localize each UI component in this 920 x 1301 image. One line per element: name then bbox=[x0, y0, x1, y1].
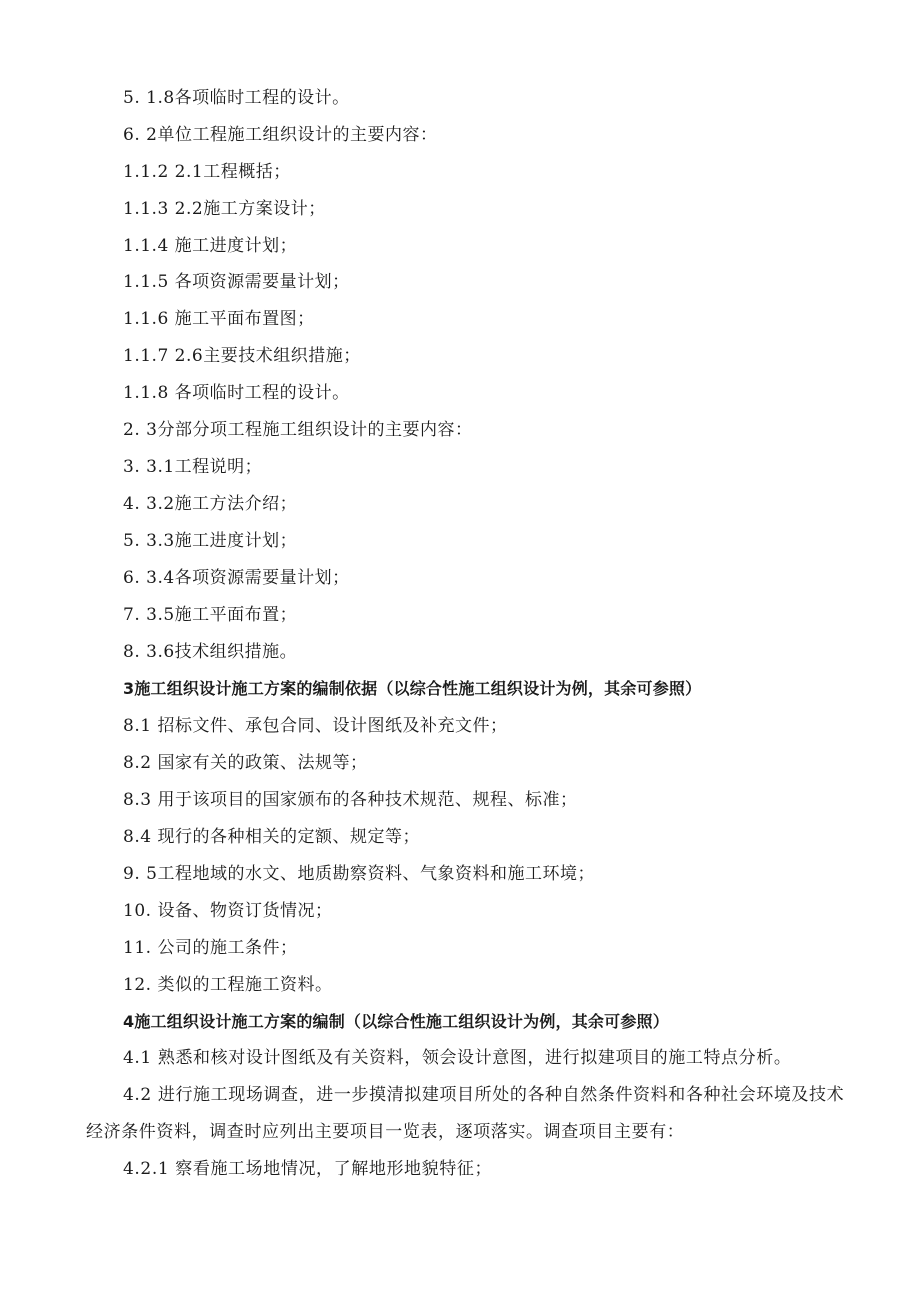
section-heading-4: 4施工组织设计施工方案的编制（以综合性施工组织设计为例，其余可参照） bbox=[123, 1012, 669, 1031]
list-item: 1.1.4 施工进度计划； bbox=[123, 236, 298, 256]
list-item: 11. 公司的施工条件； bbox=[123, 938, 298, 958]
list-item: 4. 3.2施工方法介绍； bbox=[123, 494, 298, 514]
list-item: 8.3 用于该项目的国家颁布的各种技术规范、规程、标准； bbox=[123, 790, 578, 810]
list-item: 8.2 国家有关的政策、法规等； bbox=[123, 753, 368, 773]
section-heading-3: 3施工组织设计施工方案的编制依据（以综合性施工组织设计为例，其余可参照） bbox=[123, 679, 702, 698]
list-item: 6. 2单位工程施工组织设计的主要内容： bbox=[123, 125, 438, 145]
paragraph: 4.2.1 察看施工场地情况，了解地形地貌特征； bbox=[123, 1159, 493, 1179]
list-item: 9. 5工程地域的水文、地质勘察资料、气象资料和施工环境； bbox=[123, 864, 595, 884]
list-item: 8. 3.6技术组织措施。 bbox=[123, 642, 298, 662]
list-item: 3. 3.1工程说明； bbox=[123, 457, 263, 477]
list-item: 1.1.3 2.2施工方案设计； bbox=[123, 199, 326, 219]
list-item: 1.1.8 各项临时工程的设计。 bbox=[123, 383, 350, 403]
list-item: 12. 类似的工程施工资料。 bbox=[123, 975, 333, 995]
list-item: 5. 1.8各项临时工程的设计。 bbox=[123, 88, 350, 108]
list-item: 10. 设备、物资订货情况； bbox=[123, 901, 333, 921]
paragraph: 4.1 熟悉和核对设计图纸及有关资料，领会设计意图，进行拟建项目的施工特点分析。 bbox=[123, 1048, 792, 1068]
list-item: 8.1 招标文件、承包合同、设计图纸及补充文件； bbox=[123, 716, 508, 736]
list-item: 2. 3分部分项工程施工组织设计的主要内容： bbox=[123, 420, 473, 440]
list-item: 1.1.6 施工平面布置图； bbox=[123, 309, 315, 329]
list-item: 1.1.2 2.1工程概括； bbox=[123, 162, 291, 182]
paragraph: 4.2 进行施工现场调查，进一步摸清拟建项目所处的各种自然条件资料和各种社会环境及技术经济条件资料，调查时应列出主要项目一览表，逐项落实。调查项目主要有： bbox=[86, 1085, 845, 1142]
list-item: 8.4 现行的各种相关的定额、规定等； bbox=[123, 827, 420, 847]
list-item: 5. 3.3施工进度计划； bbox=[123, 531, 298, 551]
list-item: 1.1.5 各项资源需要量计划； bbox=[123, 272, 350, 292]
list-item: 7. 3.5施工平面布置； bbox=[123, 605, 298, 625]
list-item: 6. 3.4各项资源需要量计划； bbox=[123, 568, 350, 588]
list-item: 1.1.7 2.6主要技术组织措施； bbox=[123, 346, 361, 366]
